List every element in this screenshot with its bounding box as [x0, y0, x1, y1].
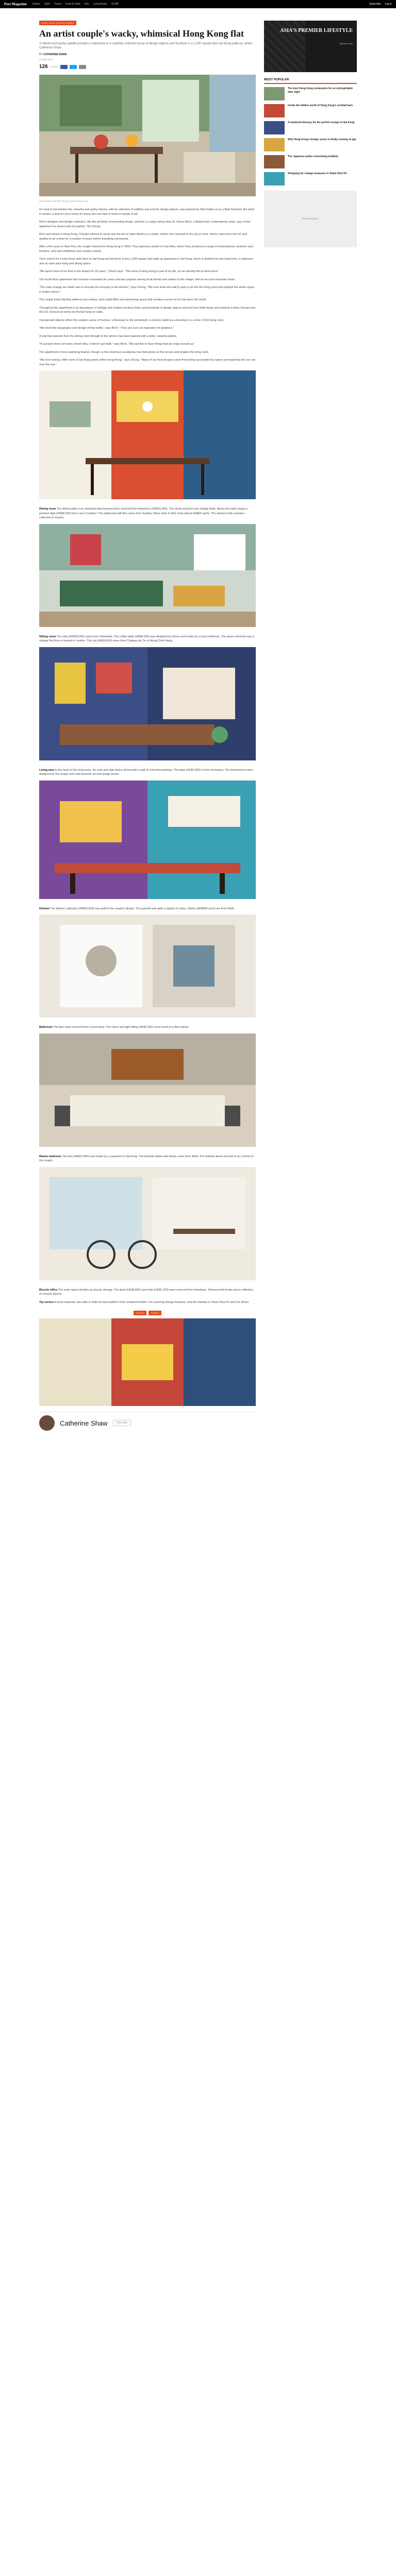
story-thumbnail [264, 104, 285, 117]
article-paragraph: After a few years in New York, the couple returned to Hong Kong in 2004. They opened a studio in Chai Wan, where they produced a range of contemporary ceramics and furniture, and had exhibitions and creative events. [39, 245, 253, 253]
bathroom-photo [39, 914, 256, 1018]
living-area-photo [39, 647, 256, 760]
avatar[interactable] [39, 1415, 55, 1431]
section-heading: Sitting room [39, 635, 56, 638]
story-thumbnail [264, 121, 285, 134]
share-bar [39, 64, 256, 70]
section-heading: Master bedroom [39, 1155, 61, 1158]
top-navigation-bar [0, 0, 396, 8]
bottom-tags [39, 1311, 256, 1315]
facebook-share-icon[interactable] [60, 65, 68, 69]
section-paragraph: Living area In the heart of the living area, the sofa and side tables sit beneath a wall of colourful paintings. The lamp (HK$2,000) is from Homeless. The bookshelves were designed by the couple and hold favourite art and design books. [39, 768, 253, 776]
story-thumbnail [264, 87, 285, 100]
dining-room-photo [39, 370, 256, 499]
nav-item[interactable]: Food & Drink [65, 3, 80, 6]
kitchen-photo [39, 781, 256, 899]
nav-item[interactable]: Long Reads [93, 3, 107, 6]
article-paragraph: "We loved the typography and design of that bottle," says Birch. "They are such an inspiration for graphics." [39, 327, 174, 330]
sidebar-story[interactable]: The best Hong Kong restaurants for an unforgettable date night [264, 87, 357, 100]
article-paragraph: "We spent most of our time in the district for 18 years," Simon says. "This area of Hong Kong is part of my life, so we already felt at home here." [39, 270, 219, 273]
bicycle-office-photo [39, 1167, 256, 1280]
nav-item[interactable]: Style [44, 3, 50, 6]
sidebar-story[interactable]: Shopping for vintage treasures in Sham Shui Po [264, 172, 357, 185]
share-count: 126 [39, 64, 48, 70]
article-paragraph: "We love having a little room of Sai Kung green within Hong Kong," says Chung. "Many of our best designs came from being surrounded by nature and watching the sun set over the sea." [39, 359, 255, 366]
bedroom-photo [39, 1033, 256, 1147]
section-heading: Dining room [39, 507, 56, 511]
section-heading: Kitchen [39, 907, 50, 910]
sidebar [264, 21, 357, 247]
login-link[interactable]: Log in [385, 3, 392, 6]
article-paragraph: A wall that extends from the dining room through to the kitchen has been painted with a bold, colourful pattern. [39, 334, 177, 338]
hero-photo [39, 75, 256, 196]
tag-link[interactable]: HOMES [148, 1311, 161, 1315]
section-paragraph: Sitting room The sofa (HK$28,000) came from Shambala. The coffee table (HK$6,000) was designed by Simon and made by a local craftsman. The green armchair was a vintage find from a market in London. The rug (HK$4,500) came from Chateau de Ce in Wong Chuk Hang. [39, 635, 254, 642]
sidebar-ad-placeholder[interactable]: Advertisement [264, 191, 357, 247]
section-paragraph: Bicycle office The work space doubles as bicycle storage. The desk (HK$3,500) and chair (HK$1,200) were sourced from Homeless. Shelves hold books and a collection of ceramic figures. [39, 1288, 253, 1296]
publish-date: 26 SEP 2015 [39, 58, 53, 61]
subscribe-link[interactable]: Subscribe [369, 3, 381, 6]
story-thumbnail [264, 172, 285, 185]
article-paragraph: The fourth floor apartment had not been renovated for years and was popular among local friends and visitors to the village, with its sea and mountain views. [39, 278, 236, 281]
ad-title: ASIA'S PREMIER LIFESTYLE [280, 28, 353, 33]
author-name[interactable]: Catherine Shaw [60, 1419, 108, 1427]
story-thumbnail [264, 138, 285, 151]
article-paragraph: Throughout the apartment is an abundance of vintage and modern furniture finds, and hundreds of design objects sourced from thrift shops and markets in Asia, Europe and the US. Several art works by friends hang on walls. [39, 306, 256, 314]
article-paragraph: The couple freely flip-flop patterns and colours, and a light-filled and welcoming space that exudes a sense of fun has been the result. [39, 298, 207, 301]
author-card [39, 1415, 256, 1431]
section-paragraph: Tip service A local carpenter was able to build the bed platform from reclaimed timber. For sourcing vintage furniture, visit the markets in Sham Shui Po and Cat Street. [39, 1300, 250, 1304]
site-logo[interactable]: Post Magazine [4, 2, 27, 6]
story-thumbnail [264, 155, 285, 168]
nav-item[interactable]: SCMP [111, 3, 119, 6]
article-paragraph: "If a project does not have a fresh idea, it doesn't get built," says Birch. "We just like to have things that we enjoy around us." [39, 343, 195, 346]
article-paragraph: Their search for a new home took them to Sai Kung and led them to this 1,000 square feet walk-up apartment in Sai Kung, which is divided into two bedrooms, a bathroom and an open plan living and dining space. [39, 258, 253, 265]
article-paragraph: Born and raised in Hong Kong, Chung's interest in visual arts led her to Saint Martins in London, before she returned to the city to work. Simon came from the UK and studied at art school for a number of years before travelling extensively. [39, 233, 247, 241]
section-paragraph: Bathroom The tiles were sourced from a local shop. The mirror and light fitting (HK$1,500) were found at a flea market. [39, 1026, 189, 1029]
nav-item[interactable]: Culture [31, 3, 40, 6]
sidebar-ad[interactable] [264, 21, 357, 72]
sitting-room-photo [39, 524, 256, 627]
sidebar-story[interactable]: Inside the hidden world of Hong Kong's cocktail bars [264, 104, 357, 117]
article-main [39, 21, 256, 1431]
ad-subtitle: Discover more [339, 42, 353, 45]
sidebar-story[interactable]: Why Hong Kong's design scene is finally coming of age [264, 138, 357, 151]
section-nav [32, 3, 119, 6]
sidebar-story[interactable]: A weekend itinerary for the perfect escape to Sai Kung [264, 121, 357, 134]
section-heading: Tip service [39, 1300, 54, 1304]
email-share-icon[interactable] [79, 65, 86, 69]
nav-item[interactable]: Arts [84, 3, 89, 6]
article-paragraph: The apartment's more surprising feature, though, is the enormous eucalyptus tree that grows on the terrace and shades the living room. [39, 350, 209, 354]
section-heading: Bathroom [39, 1026, 53, 1029]
section-paragraph: Dining room The dining table is an industrial steel-framed piece sourced from Homeless (HK$15,000). The stools around it are vintage finds. Above the table hangs a pendant light (HK$3,000) from Lane Crawford. The patterned wall tiles came from Sanitary Ware shop in Wan Chai (about HK$60 each). The shelves hold ceramics collected on travels. [39, 507, 248, 519]
article-paragraph: Unexpected objects reflect the couple's sense of humour: a flamingo on the windowsill, a ceramic rabbit as a doorstop in a corner of the living room. [39, 318, 225, 322]
nav-item[interactable]: Travel [54, 3, 61, 6]
section-paragraph: Kitchen The kitchen cabinetry (HK$25,000) was built to the couple's design. The painted wall adds a splash of colour. Stools (HK$800 each) are from IKEA. [39, 907, 235, 910]
tag-link[interactable]: DESIGN [134, 1311, 146, 1315]
twitter-share-icon[interactable] [70, 65, 77, 69]
final-photo [39, 1318, 256, 1406]
category-tag[interactable]: HONG KONG DESIGN HOMES [39, 21, 76, 25]
section-paragraph: Master bedroom The bed (HK$12,000) was made by a carpenter in Sai Kung. The bedside tables and lamps came from IKEA. The artwork above the bed is by a friend of the couple. [39, 1155, 254, 1162]
section-heading: Living area [39, 768, 55, 772]
article-paragraph: It's hard to tell whether the colourful and quirky interior, with its collection of oddities and eclectic design objects, was inspired by Mad Hatter or by a Mad Scientist. But what is certain, is that it's not a home for those who are faint of heart or feeble of wit. [39, 208, 254, 216]
share-label: SHARES [50, 65, 59, 68]
article-paragraph: We're designer and design collectors. We like all kinds of interesting things, and this is a place where they fit. Simon Birch, a British-born contemporary artist, says of the apartment he shares with his partner, Tiki Chung. [39, 221, 251, 228]
article-paragraph: "The main change we made was to relocate the doorway to the kitchen," says Chung. "We took down the wall to open it up into the living room and painted the whole space in bright colours." [39, 286, 255, 294]
author-link[interactable]: CATHERINE SHAW [43, 53, 67, 56]
section-heading: Bicycle office [39, 1288, 58, 1292]
photo-caption: Simon Birch and Tiki Chung in their dining room. [39, 200, 89, 202]
sidebar-story[interactable]: The Japanese potter reinventing tradition [264, 155, 357, 168]
article-title: An artist couple's wacky, whimsical Hong Kong flat [39, 28, 244, 39]
follow-button[interactable]: FOLLOW [113, 1420, 131, 1426]
article-lede: A vibrant and quirky palette provides a backdrop to a carefully collected array of design objects and furniture in a 1,000 square feet Sai Kung walk-up, writes Catherine Shaw [39, 42, 253, 49]
byline: BY CATHERINE SHAW [39, 53, 67, 56]
sidebar-heading: MOST POPULAR [264, 78, 357, 84]
